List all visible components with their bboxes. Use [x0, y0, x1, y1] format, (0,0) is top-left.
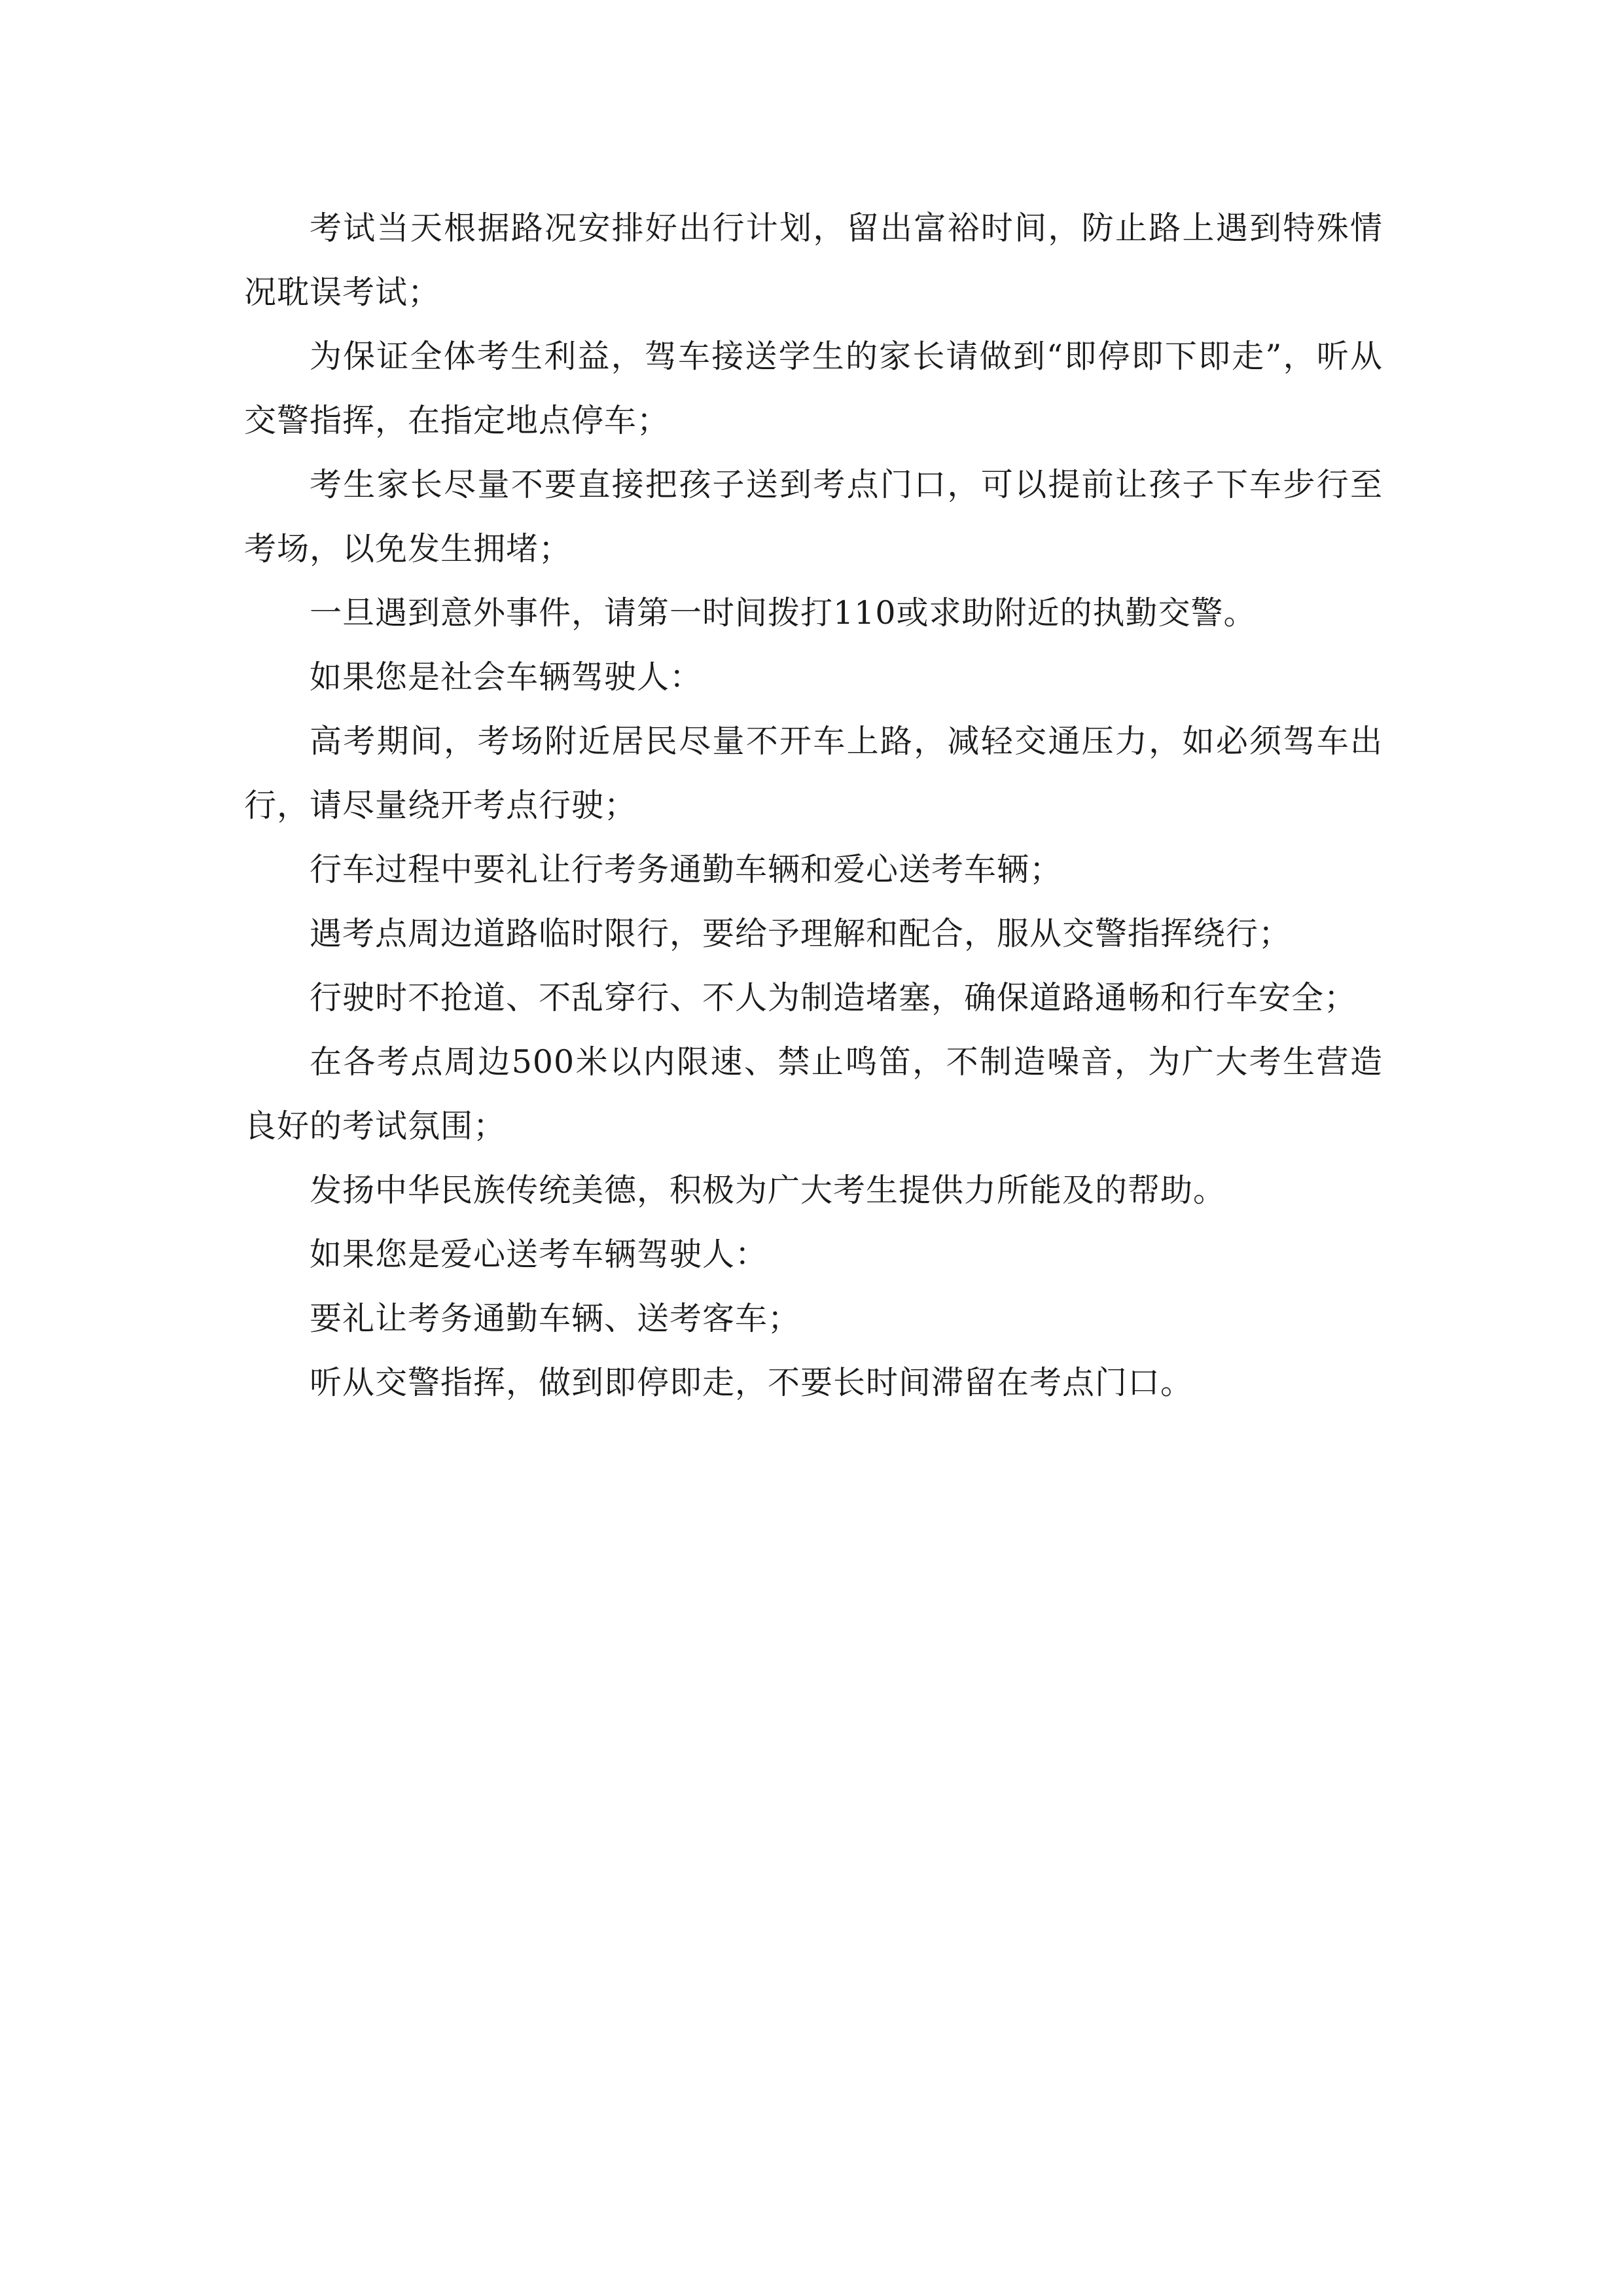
- paragraph-safe-driving: 行驶时不抢道、不乱穿行、不人为制造堵塞，确保道路通畅和行车安全；: [310, 979, 1357, 1016]
- paragraph-help-students: 发扬中华民族传统美德，积极为广大考生提供力所能及的帮助。: [310, 1172, 1226, 1209]
- paragraph-follow-police: 听从交警指挥，做到即停即走，不要长时间滞留在考点门口。: [310, 1364, 1194, 1401]
- heading-public-drivers: 如果您是社会车辆驾驶人：: [310, 658, 703, 696]
- paragraph-parent-drivers: 为保证全体考生利益，驾车接送学生的家长请做到“即停即下即走”，听从交警指挥，在指定地点停车；: [244, 338, 1383, 439]
- paragraph-temporary-restriction: 遇考点周边道路临时限行，要给予理解和配合，服从交警指挥绕行；: [310, 915, 1292, 952]
- paragraph-reduce-traffic: 高考期间，考场附近居民尽量不开车上路，减轻交通压力，如必须驾车出行，请尽量绕开考点行驶；: [244, 723, 1383, 824]
- paragraph-emergency: 一旦遇到意外事件，请第一时间拨打110或求助附近的执勤交警。: [310, 594, 1257, 632]
- paragraph-yield-vehicles: 行车过程中要礼让行考务通勤车辆和爱心送考车辆；: [310, 851, 1063, 888]
- paragraph-travel-plan: 考试当天根据路况安排好出行计划，留出富裕时间，防止路上遇到特殊情况耽误考试；: [244, 209, 1383, 311]
- heading-volunteer-drivers: 如果您是爱心送考车辆驾驶人：: [310, 1236, 768, 1273]
- paragraph-no-horn: 在各考点周边500米以内限速、禁止鸣笛，不制造噪音，为广大考生营造良好的考试氛围；: [244, 1043, 1383, 1145]
- document-body: [244, 196, 1383, 1415]
- paragraph-yield-buses: 要礼让考务通勤车辆、送考客车；: [310, 1300, 801, 1337]
- paragraph-drop-off: 考生家长尽量不要直接把孩子送到考点门口，可以提前让孩子下车步行至考场，以免发生拥堵；: [244, 466, 1383, 567]
